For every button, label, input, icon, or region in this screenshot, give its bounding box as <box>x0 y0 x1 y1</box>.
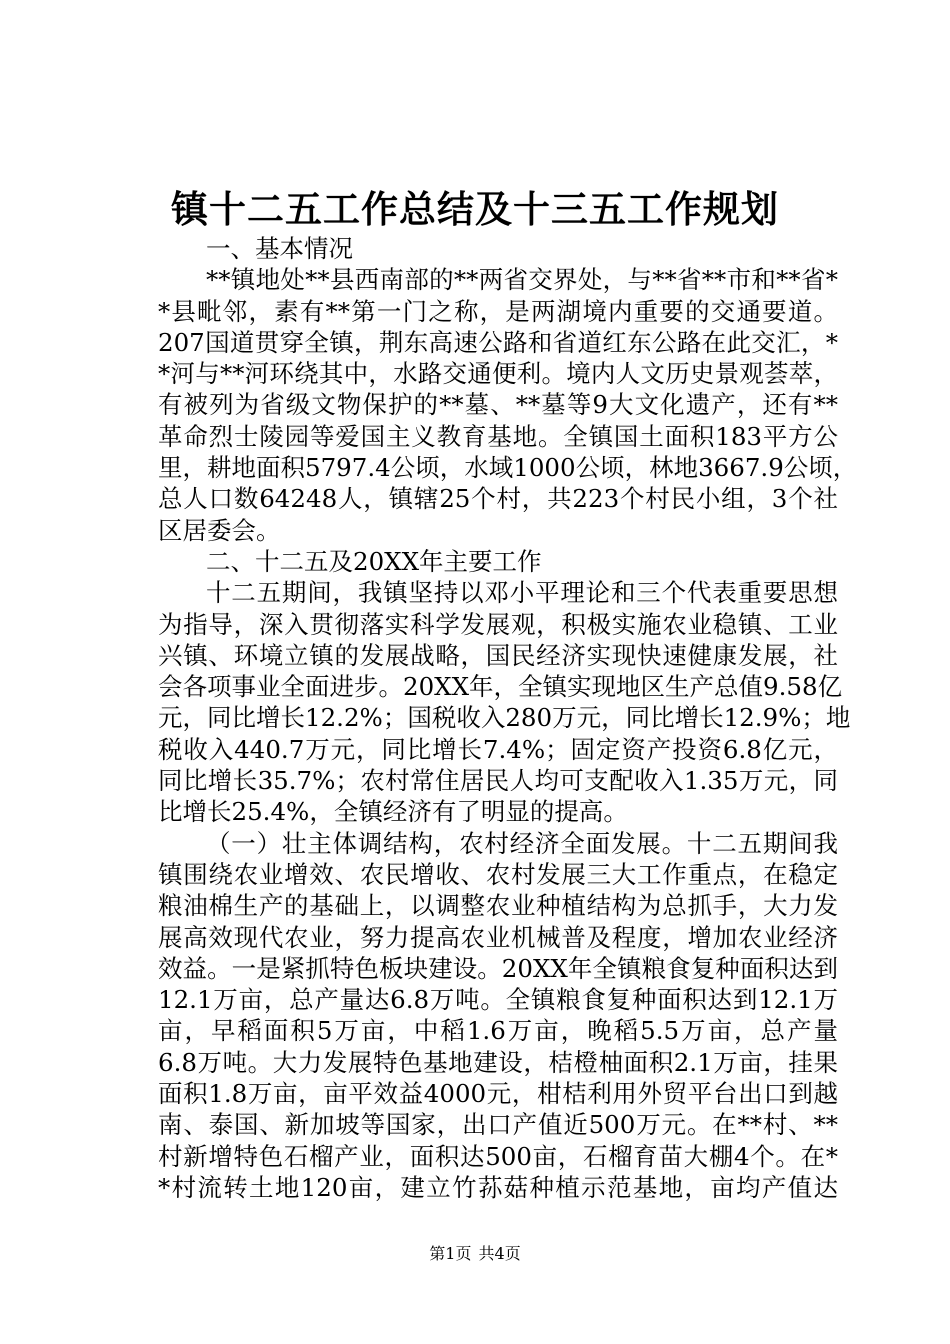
paragraph-line: 6.8万吨。大力发展特色基地建设，桔橙柚面积2.1万亩，挂果 <box>158 1047 838 1077</box>
paragraph-line: 亩，早稻面积5万亩，中稻1.6万亩，晚稻5.5万亩，总产量 <box>158 1016 838 1046</box>
paragraph-line: 税收入440.7万元，同比增长7.4%；固定资产投资6.8亿元， <box>158 734 838 764</box>
page-footer <box>0 1243 950 1265</box>
paragraph-line: 十二五期间，我镇坚持以邓小平理论和三个代表重要思想 <box>206 578 838 608</box>
paragraph-line: 兴镇、环境立镇的发展战略，国民经济实现快速健康发展，社 <box>158 640 838 670</box>
paragraph-line: 207国道贯穿全镇，荆东高速公路和省道红东公路在此交汇，* <box>158 327 838 357</box>
paragraph-line: 展高效现代农业，努力提高农业机械普及程度，增加农业经济 <box>158 922 838 952</box>
paragraph-line: **镇地处**县西南部的**两省交界处，与**省**市和**省* <box>206 265 838 295</box>
paragraph-line: *河与**河环绕其中，水路交通便利。境内人文历史景观荟萃， <box>158 359 838 389</box>
paragraph-line: *村流转土地120亩，建立竹荪菇种植示范基地，亩均产值达 <box>158 1172 838 1202</box>
paragraph-line: 村新增特色石榴产业，面积达500亩，石榴育苗大棚4个。在* <box>158 1141 838 1171</box>
paragraph-line: 效益。一是紧抓特色板块建设。20XX年全镇粮食复种面积达到 <box>158 953 838 983</box>
paragraph-line: （一）壮主体调结构，农村经济全面发展。十二五期间我 <box>206 828 838 858</box>
paragraph-line: 有被列为省级文物保护的**墓、**墓等9大文化遗产，还有** <box>158 390 838 420</box>
paragraph-line: *县毗邻，素有**第一门之称，是两湖境内重要的交通要道。 <box>158 296 838 326</box>
page-total: 共4页 <box>478 1244 521 1263</box>
paragraph-line: 12.1万亩，总产量达6.8万吨。全镇粮食复种面积达到12.1万 <box>158 985 838 1015</box>
section-heading-2: 二、十二五及20XX年主要工作 <box>206 546 542 576</box>
document-body <box>158 233 858 1203</box>
paragraph-line: 同比增长35.7%；农村常住居民人均可支配收入1.35万元，同 <box>158 766 838 796</box>
paragraph-line: 南、泰国、新加坡等国家，出口产值近500万元。在**村、** <box>158 1110 838 1140</box>
paragraph-line: 元，同比增长12.2%；国税收入280万元，同比增长12.9%；地 <box>158 703 851 733</box>
paragraph-line: 面积1.8万亩，亩平效益4000元，柑桔利用外贸平台出口到越 <box>158 1079 838 1109</box>
paragraph-line: 区居委会。 <box>158 515 281 545</box>
paragraph-line: 比增长25.4%，全镇经济有了明显的提高。 <box>158 797 628 827</box>
page-number: 第1页 <box>429 1244 472 1263</box>
section-heading-1: 一、基本情况 <box>206 234 353 263</box>
document-title: 镇十二五工作总结及十三五工作规划 <box>171 187 779 231</box>
paragraph-line: 里，耕地面积5797.4公顷，水域1000公顷，林地3667.9公顷， <box>158 453 858 483</box>
paragraph-line: 为指导，深入贯彻落实科学发展观，积极实施农业稳镇、工业 <box>158 609 838 639</box>
paragraph-line: 粮油棉生产的基础上，以调整农业种植结构为总抓手，大力发 <box>158 891 838 921</box>
paragraph-line: 镇围绕农业增效、农民增收、农村发展三大工作重点，在稳定 <box>158 859 838 889</box>
paragraph-line: 革命烈士陵园等爱国主义教育基地。全镇国土面积183平方公 <box>158 421 838 451</box>
paragraph-line: 会各项事业全面进步。20XX年，全镇实现地区生产总值9.58亿 <box>158 672 843 702</box>
paragraph-line: 总人口数64248人，镇辖25个村，共223个村民小组，3个社 <box>158 484 838 514</box>
